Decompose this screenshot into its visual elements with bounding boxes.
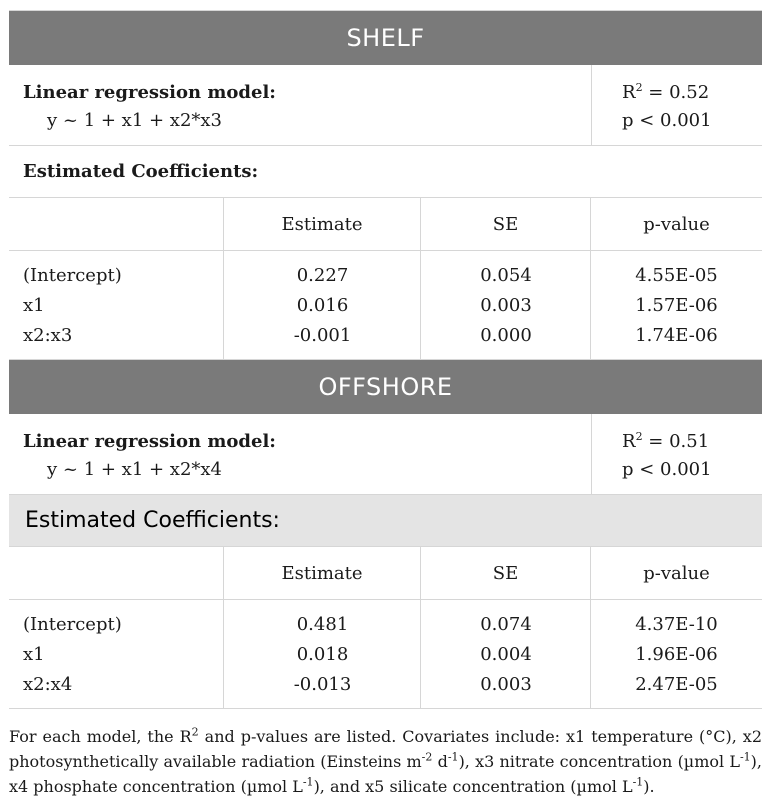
- se-cell: 0.003: [480, 295, 532, 316]
- r-squared: [622, 79, 762, 107]
- p-value-summary: p < 0.001: [622, 110, 712, 131]
- table-row: [9, 291, 762, 321]
- table-row: [9, 261, 762, 291]
- footnote-superscript: -1: [739, 750, 751, 764]
- r-squared-symbol: R: [622, 82, 636, 103]
- data-block-offshore: [9, 600, 762, 709]
- p-value-cell: 2.47E-05: [635, 674, 718, 695]
- model-stats: [592, 414, 762, 494]
- footnote-text: For each model, the R: [9, 727, 192, 746]
- footnote-superscript: 2: [191, 725, 199, 739]
- estimate-cell: 0.018: [296, 644, 349, 665]
- footnote-superscript: -1: [632, 775, 644, 789]
- se-cell: 0.054: [480, 265, 532, 286]
- section-header-shelf: [9, 11, 762, 65]
- data-block-shelf: [9, 251, 762, 360]
- model-stats: [592, 65, 762, 145]
- footnote-superscript: -2: [421, 750, 433, 764]
- footnote-superscript: -1: [447, 750, 459, 764]
- coefficients-title: Estimated Coefficients:: [9, 495, 762, 547]
- table-row: [9, 321, 762, 351]
- r-squared-exponent: 2: [635, 430, 643, 443]
- term-cell: x2:x3: [23, 325, 73, 346]
- p-value-cell: 1.74E-06: [635, 325, 718, 346]
- footnote-text: ), x4 phosphate concentration (µmol L: [9, 752, 762, 796]
- p-value-cell: 4.55E-05: [635, 265, 718, 286]
- column-header-estimate: Estimate: [224, 198, 421, 250]
- se-cell: 0.074: [480, 614, 532, 635]
- column-header-p-value: p-value: [643, 213, 710, 235]
- column-header-se: SE: [421, 547, 591, 599]
- table-row: [9, 670, 762, 700]
- section-title: SHELF: [346, 24, 425, 52]
- model-row-offshore: [9, 414, 762, 495]
- column-header-row: [9, 198, 762, 251]
- r-squared-exponent: 2: [635, 81, 643, 94]
- column-header-estimate: Estimate: [224, 547, 421, 599]
- p-value-cell: 1.57E-06: [635, 295, 718, 316]
- column-header-term: [9, 547, 224, 599]
- estimate-cell: 0.481: [296, 614, 349, 635]
- model-description: [9, 65, 592, 145]
- table-row: [9, 610, 762, 640]
- estimate-cell: -0.001: [293, 325, 352, 346]
- section-title: OFFSHORE: [318, 373, 453, 401]
- term-cell: (Intercept): [23, 614, 122, 635]
- table-footnote: [9, 724, 762, 799]
- model-description: [9, 414, 592, 494]
- p-value-cell: 1.96E-06: [635, 644, 718, 665]
- p-value-cell: 4.37E-10: [635, 614, 718, 635]
- se-cell: 0.003: [480, 674, 532, 695]
- r-squared-value: = 0.52: [642, 82, 710, 103]
- footnote-text: ).: [643, 777, 655, 796]
- section-header-offshore: [9, 360, 762, 414]
- r-squared: [622, 428, 762, 456]
- footnote-text: d: [432, 752, 448, 771]
- footnote-text: and p-values are listed. Covariates include: x1 temperature (°C), x2 photosynthetically available radiation (Einsteins m: [9, 727, 763, 771]
- regression-table: [9, 10, 762, 709]
- footnote-superscript: -1: [302, 775, 314, 789]
- column-header-term: [9, 198, 224, 250]
- footnote-text: ), and x5 silicate concentration (µmol L: [313, 777, 633, 796]
- table-row: [9, 640, 762, 670]
- se-cell: 0.000: [480, 325, 532, 346]
- se-cell: 0.004: [480, 644, 532, 665]
- model-formula: y ~ 1 + x1 + x2*x3: [47, 110, 223, 131]
- model-formula: y ~ 1 + x1 + x2*x4: [47, 459, 223, 480]
- estimate-cell: -0.013: [293, 674, 352, 695]
- footnote-text: ), x3 nitrate concentration (µmol L: [458, 752, 740, 771]
- p-value-summary: p < 0.001: [622, 459, 712, 480]
- r-squared-value: = 0.51: [642, 431, 710, 452]
- term-cell: x2:x4: [23, 674, 73, 695]
- estimate-cell: 0.227: [296, 265, 349, 286]
- model-row-shelf: [9, 65, 762, 146]
- estimate-cell: 0.016: [296, 295, 349, 316]
- r-squared-symbol: R: [622, 431, 636, 452]
- column-header-row: [9, 547, 762, 600]
- model-label: Linear regression model:: [23, 431, 276, 452]
- term-cell: x1: [23, 644, 45, 665]
- coefficients-title: Estimated Coefficients:: [9, 146, 762, 198]
- column-header-p-value: p-value: [643, 562, 710, 584]
- column-header-se: SE: [421, 198, 591, 250]
- term-cell: (Intercept): [23, 265, 122, 286]
- model-label: Linear regression model:: [23, 82, 276, 103]
- term-cell: x1: [23, 295, 45, 316]
